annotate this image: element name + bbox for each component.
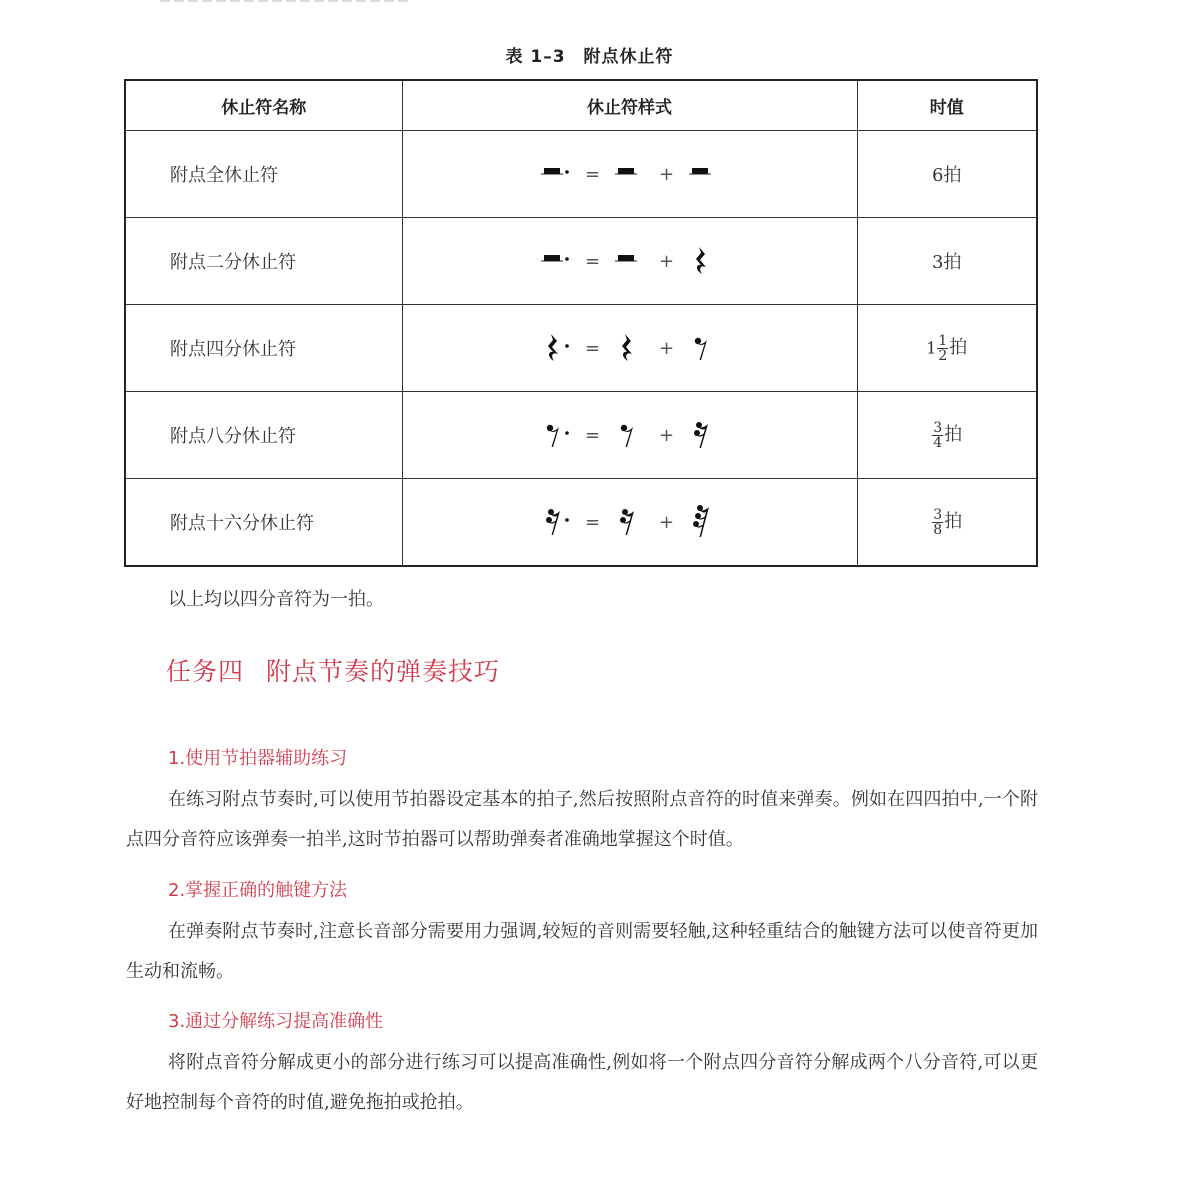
- table-header-row: [125, 80, 1037, 131]
- plus-sign: +: [658, 424, 675, 446]
- rest-name: 附点全休止符: [125, 131, 402, 218]
- rest-formula: [402, 131, 857, 218]
- table-row: [125, 392, 1037, 479]
- header-rest-name: 休止符名称: [125, 80, 402, 131]
- rest-name: 附点十六分休止符: [125, 479, 402, 567]
- rest-name: 附点二分休止符: [125, 218, 402, 305]
- equals-sign: =: [584, 250, 601, 272]
- rest-name: 附点四分休止符: [125, 305, 402, 392]
- header-duration: 时值: [857, 80, 1037, 131]
- cropped-previous-line: [160, 0, 410, 2]
- duration-fraction: [932, 508, 943, 537]
- paragraph: 在练习附点节奏时,可以使用节拍器设定基本的拍子,然后按照附点音符的时值来弹奏。例如在四四拍中,一个附点四分音符应该弹奏一拍半,这时节拍器可以帮助弹奏者准确地掌握这个时值。: [126, 789, 1038, 850]
- dotted-quarter-rest-icon: [539, 328, 573, 368]
- dotted-rests-table: [124, 79, 1038, 567]
- equals-sign: =: [584, 511, 601, 533]
- eighth-rest-icon: [687, 328, 721, 368]
- whole-rest-icon: [613, 154, 647, 194]
- duration-fraction: [937, 334, 948, 363]
- paragraph: 在弹奏附点节奏时,注意长音部分需要用力强调,较短的音则需要轻触,这种轻重结合的触键方法可以使音符更加生动和流畅。: [126, 921, 1038, 982]
- sixteenth-rest-icon: [687, 415, 721, 455]
- table-note: 以上均以四分音符为一拍。: [168, 589, 384, 610]
- rest-formula: [402, 479, 857, 567]
- duration-whole: 1: [926, 338, 937, 358]
- table-row: [125, 305, 1037, 392]
- dotted-eighth-rest-icon: [539, 415, 573, 455]
- rest-duration: 6拍: [857, 131, 1037, 218]
- fraction-denominator: 2: [938, 347, 948, 364]
- equals-sign: =: [584, 424, 601, 446]
- subsection-heading: 3.通过分解练习提高准确性: [168, 1011, 384, 1032]
- fraction-numerator: 3: [933, 506, 943, 523]
- dotted-whole-rest-icon: [539, 154, 573, 194]
- rest-formula: [402, 305, 857, 392]
- plus-sign: +: [658, 163, 675, 185]
- plus-sign: +: [658, 337, 675, 359]
- rest-duration: [857, 392, 1037, 479]
- table-caption: [0, 42, 1179, 67]
- duration-unit: 拍: [944, 511, 963, 533]
- rest-duration: 3拍: [857, 218, 1037, 305]
- section-number: 任务四: [166, 657, 245, 686]
- plus-sign: +: [658, 511, 675, 533]
- table-row: [125, 218, 1037, 305]
- paragraph: 将附点音符分解成更小的部分进行练习可以提高准确性,例如将一个附点四分音符分解成两个八分音符,可以更好地控制每个音符的时值,避免拖拍或抢拍。: [126, 1052, 1038, 1113]
- quarter-rest-icon: [613, 328, 647, 368]
- section-heading: [166, 652, 500, 688]
- rest-formula: [402, 218, 857, 305]
- half-rest-icon: [687, 154, 721, 194]
- rest-duration: [857, 479, 1037, 567]
- equals-sign: =: [584, 163, 601, 185]
- dotted-sixteenth-rest-icon: [539, 502, 573, 542]
- half-rest-icon: [613, 241, 647, 281]
- table-row: [125, 479, 1037, 567]
- table-row: [125, 131, 1037, 218]
- fraction-denominator: 4: [933, 434, 943, 451]
- sixteenth-rest-icon: [613, 502, 647, 542]
- duration-unit: 拍: [949, 337, 968, 359]
- thirty-second-rest-icon: [687, 502, 721, 542]
- rest-formula: [402, 392, 857, 479]
- quarter-rest-icon: [687, 241, 721, 281]
- eighth-rest-icon: [613, 415, 647, 455]
- table-number: 表 1–3: [505, 47, 566, 67]
- equals-sign: =: [584, 337, 601, 359]
- plus-sign: +: [658, 250, 675, 272]
- subsection-heading: 1.使用节拍器辅助练习: [168, 748, 348, 769]
- duration-fraction: [932, 421, 943, 450]
- rest-duration: [857, 305, 1037, 392]
- rest-name: 附点八分休止符: [125, 392, 402, 479]
- dotted-half-rest-icon: [539, 241, 573, 281]
- subsection-heading: 2.掌握正确的触键方法: [168, 880, 348, 901]
- table-title: 附点休止符: [583, 47, 674, 67]
- duration-unit: 拍: [944, 424, 963, 446]
- section-title: 附点节奏的弹奏技巧: [266, 657, 501, 686]
- header-rest-style: 休止符样式: [402, 80, 857, 131]
- fraction-numerator: 1: [938, 332, 948, 349]
- fraction-numerator: 3: [933, 419, 943, 436]
- fraction-denominator: 8: [933, 521, 943, 538]
